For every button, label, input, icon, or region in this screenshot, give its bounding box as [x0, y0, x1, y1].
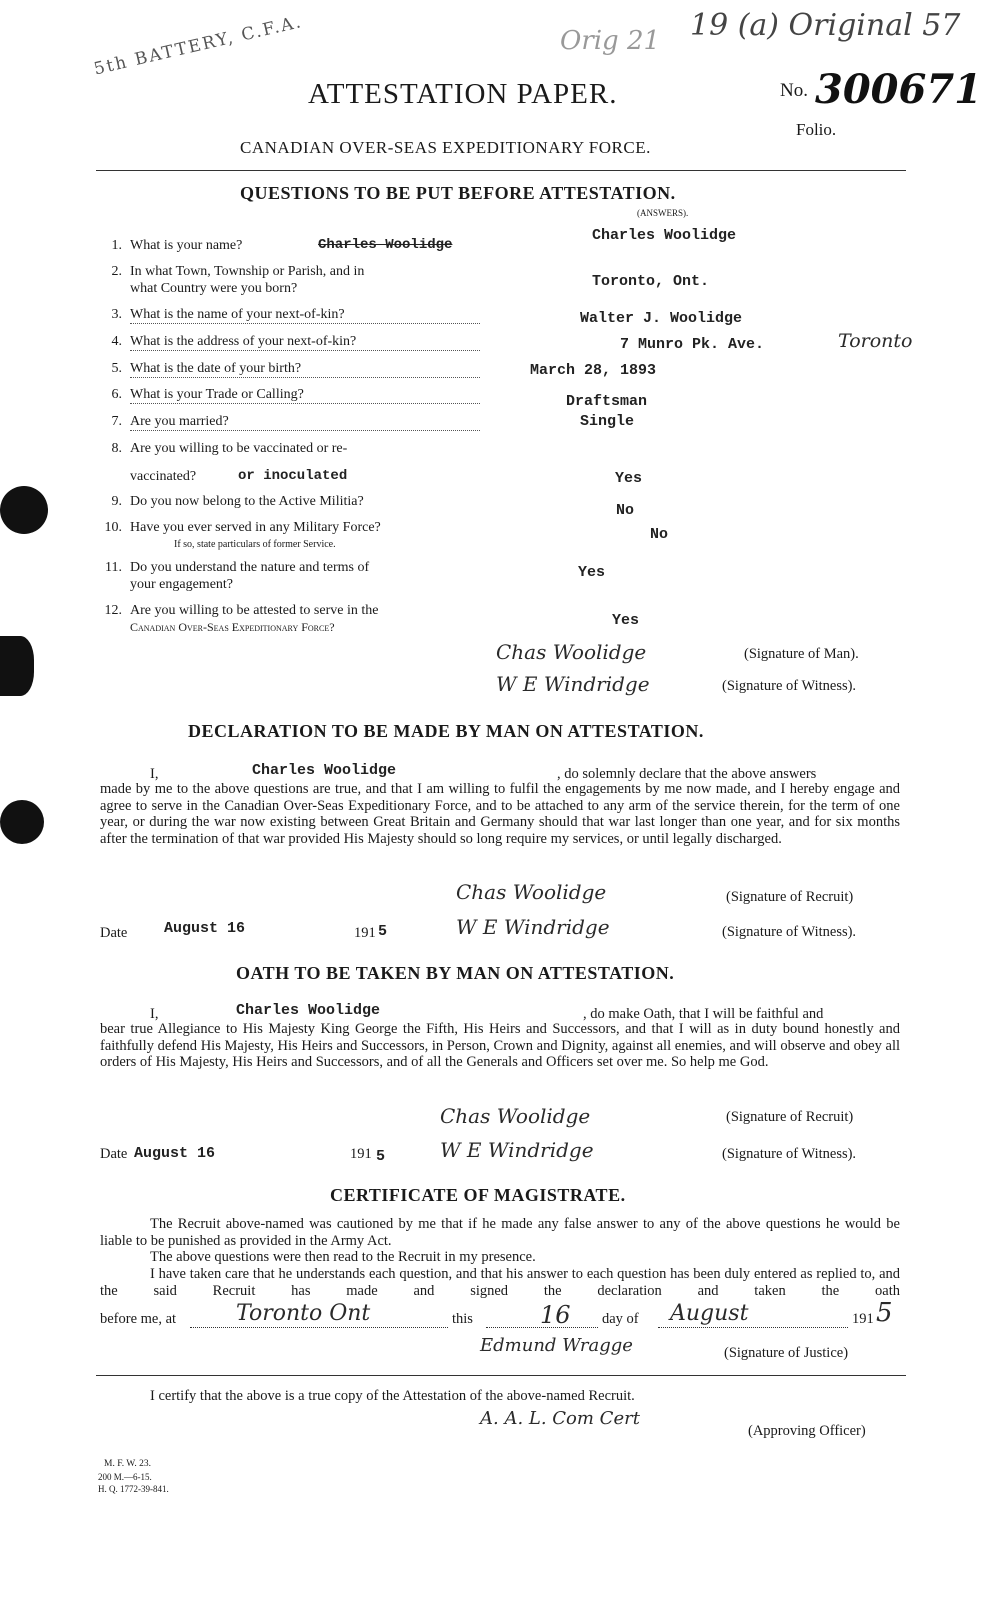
question-number: 6.: [111, 387, 122, 402]
declaration-recruit-label: (Signature of Recruit): [726, 889, 854, 905]
divider-bottom: [96, 1375, 906, 1376]
oath-recruit-label: (Signature of Recruit): [726, 1109, 854, 1125]
signature-witness-label: (Signature of Witness).: [722, 678, 857, 694]
declaration-first-line: , do solemnly declare that the above answers: [557, 766, 817, 782]
question-text: What is the address of your next-of-kin?: [130, 334, 480, 351]
declaration-year-prefix: 191: [354, 925, 376, 941]
answer-text: Toronto, Ont.: [592, 273, 710, 290]
no-label: No.: [780, 80, 808, 101]
question-number: 3.: [111, 307, 122, 322]
answer-text: No: [650, 526, 669, 543]
certificate-line2: The above questions were then read to the Recruit in my presence.: [150, 1249, 536, 1265]
punch-hole: [0, 636, 34, 696]
place: Toronto Ont: [236, 1301, 371, 1326]
question-number: 11.: [105, 560, 122, 575]
question-text: What is your Trade or Calling?: [130, 387, 480, 404]
oath-date-label: Date: [100, 1146, 128, 1162]
answer-text: March 28, 1893: [530, 362, 657, 379]
declaration-name: Charles Woolidge: [252, 762, 397, 779]
question-text: Are you willing to be attested to serve in the: [130, 603, 379, 618]
punch-hole: [0, 800, 44, 844]
answers-label: (ANSWERS).: [637, 208, 689, 218]
question-note: If so, state particulars of former Service.: [174, 539, 336, 550]
folio-label: Folio.: [796, 120, 837, 139]
question-text: Do you understand the nature and terms of: [130, 560, 370, 575]
answer-text: Draftsman: [566, 393, 648, 410]
answer-text: Yes: [615, 470, 643, 487]
oath-date: August 16: [134, 1145, 216, 1162]
certify-text: I certify that the above is a true copy of the Attestation of the above-named Recruit.: [150, 1388, 635, 1404]
question-text: Do you now belong to the Active Militia?: [130, 494, 364, 509]
answer-handwritten: Toronto: [838, 330, 913, 352]
oath-signature-witness: W E Windridge: [440, 1138, 594, 1162]
certificate-line1: The Recruit above-named was cautioned by me that if he made any false answer to any of the above questions he would be liable to be punished as provided in the Army Act.: [100, 1216, 900, 1249]
question-number: 8.: [111, 441, 122, 456]
document-title: ATTESTATION PAPER.: [308, 78, 618, 110]
signature-witness: W E Windridge: [496, 672, 650, 696]
question-number: 5.: [111, 361, 122, 376]
declaration-date: August 16: [164, 920, 246, 937]
signature-justice: Edmund Wragge: [480, 1335, 633, 1356]
answer-text: Yes: [612, 612, 640, 629]
question-extra: or inoculated: [238, 468, 348, 484]
form-printing: 200 M.—6-15.: [98, 1472, 152, 1482]
month-line: [658, 1327, 848, 1328]
answer-text: 7 Munro Pk. Ave.: [620, 336, 765, 353]
approving-officer-label: (Approving Officer): [748, 1423, 866, 1439]
oath-signature-recruit: Chas Woolidge: [440, 1104, 591, 1128]
answer-text: Single: [580, 413, 635, 430]
form-code: M. F. W. 23.: [104, 1459, 152, 1469]
day-line: [486, 1327, 598, 1328]
question-number: 1.: [111, 238, 122, 253]
declaration-witness-label: (Signature of Witness).: [722, 924, 857, 940]
oath-witness-label: (Signature of Witness).: [722, 1146, 857, 1162]
battery-stamp: 5th BATTERY, C.F.A.: [92, 11, 305, 80]
top-annotation: Orig 21: [560, 26, 661, 56]
question-number: 7.: [111, 414, 122, 429]
question-text-cont: what Country were you born?: [130, 281, 298, 296]
signature-approving-officer: A. A. L. Com Cert: [480, 1408, 640, 1429]
divider-top: [96, 170, 906, 171]
oath-year-prefix: 191: [350, 1146, 372, 1162]
question-number: 4.: [111, 334, 122, 349]
signature-man-label: (Signature of Man).: [744, 646, 859, 662]
certificate-year-prefix: 191: [852, 1311, 874, 1327]
question-text-cont: your engagement?: [130, 577, 234, 592]
day: 16: [540, 1301, 571, 1329]
question-text: Are you married?: [130, 414, 480, 431]
month: August: [670, 1301, 749, 1326]
document-subtitle: CANADIAN OVER-SEAS EXPEDITIONARY FORCE.: [240, 138, 651, 157]
struck-name: Charles Woolidge: [318, 237, 453, 253]
oath-heading: OATH TO BE TAKEN BY MAN ON ATTESTATION.: [236, 963, 675, 983]
question-text: What is the date of your birth?: [130, 361, 480, 378]
question-number: 9.: [111, 494, 122, 509]
questions-heading: QUESTIONS TO BE PUT BEFORE ATTESTATION.: [240, 183, 676, 203]
oath-i: I,: [150, 1006, 159, 1022]
answer-text: Walter J. Woolidge: [580, 310, 743, 327]
oath-body: bear true Allegiance to His Majesty King George the Fifth, His Heirs and Successors, and that I will as in duty bound honestly and faithfully defend His Majesty, His Heirs and Successors, in Person, Crown and Dignity, against all enemies, and will observe and obey all orders of His Majesty, His Heirs and Successors, and of all the Generals and Officers set over me. So help me God.: [100, 1021, 900, 1070]
question-text: Have you ever served in any Military Force?: [130, 520, 381, 535]
day-of-label: day of: [602, 1311, 639, 1327]
question-text: What is your name?: [130, 238, 243, 253]
question-text-cont: vaccinated?: [130, 469, 197, 484]
justice-label: (Signature of Justice): [724, 1345, 849, 1361]
oath-name: Charles Woolidge: [236, 1002, 381, 1019]
punch-hole: [0, 486, 48, 534]
question-number: 12.: [104, 603, 122, 618]
oath-year-suffix: 5: [376, 1148, 386, 1165]
declaration-heading: DECLARATION TO BE MADE BY MAN ON ATTESTATION.: [188, 721, 704, 741]
top-annotation-2: 19 (a) Original 57: [690, 8, 961, 43]
question-text: In what Town, Township or Parish, and in: [130, 264, 365, 279]
answer-text: Yes: [578, 564, 606, 581]
declaration-year-suffix: 5: [378, 923, 388, 940]
question-text-cont: Canadian Over-Seas Expeditionary Force?: [130, 620, 335, 634]
declaration-body: made by me to the above questions are true, and that I am willing to fulfil the engagements by me now made, and I hereby engage and agree to serve in the Canadian Over-Seas Expeditionary Force, and to be attached to any arm of the service therein, for the term of one year, or during the war now existing between Great Britain and Germany should that war last longer than one year, and for six months after the termination of that war provided His Majesty should so long require my services, or until legally discharged.: [100, 781, 900, 847]
question-number: 2.: [111, 264, 122, 279]
question-number: 10.: [104, 520, 122, 535]
certificate-year-suffix: 5: [876, 1298, 893, 1328]
certificate-line3: I have taken care that he understands each question, and that his answer to each question has been duly entered as replied to, and the said Recruit has made and signed the declaration and taken the oath: [100, 1266, 900, 1299]
place-line: [190, 1327, 448, 1328]
form-hq-ref: H. Q. 1772-39-841.: [98, 1484, 169, 1494]
certificate-heading: CERTIFICATE OF MAGISTRATE.: [330, 1185, 626, 1205]
this-label: this: [452, 1311, 473, 1327]
answer-text: No: [616, 502, 635, 519]
attestation-number: 300671: [815, 66, 982, 113]
declaration-signature-witness: W E Windridge: [456, 915, 610, 939]
declaration-i: I,: [150, 766, 159, 782]
declaration-signature-recruit: Chas Woolidge: [456, 880, 607, 904]
question-text: Are you willing to be vaccinated or re-: [130, 441, 348, 456]
before-me-label: before me, at: [100, 1311, 177, 1327]
declaration-date-label: Date: [100, 925, 128, 941]
answer-text: Charles Woolidge: [592, 227, 737, 244]
question-text: What is the name of your next-of-kin?: [130, 307, 480, 324]
oath-first-line: , do make Oath, that I will be faithful and: [583, 1006, 824, 1022]
signature-man: Chas Woolidge: [496, 640, 647, 664]
